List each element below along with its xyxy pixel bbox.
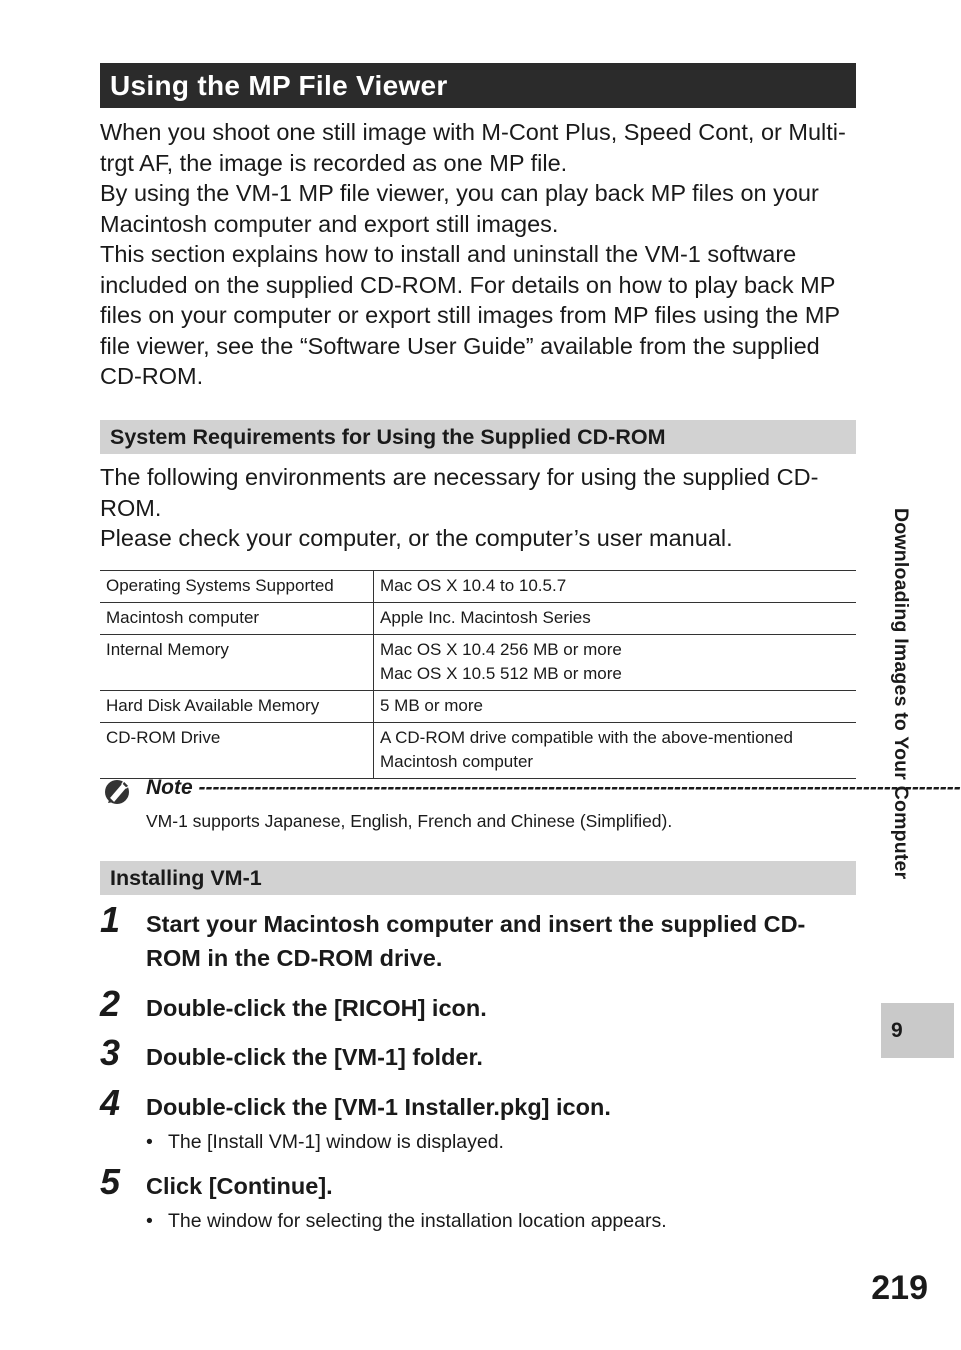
step-text: Click [Continue]. bbox=[146, 1173, 333, 1199]
step-number: 1 bbox=[100, 899, 121, 940]
requirements-heading: System Requirements for Using the Supplied CD-ROM bbox=[100, 420, 856, 454]
section-heading: Using the MP File Viewer bbox=[100, 63, 856, 108]
table-row bbox=[100, 723, 856, 779]
table-cell-value: Mac OS X 10.4 to 10.5.7 bbox=[374, 571, 857, 603]
note-label: Note bbox=[146, 776, 193, 799]
page-number: 219 bbox=[871, 1269, 928, 1307]
step-number: 5 bbox=[100, 1161, 121, 1202]
chapter-title-text: Downloading Images to Your Computer bbox=[890, 508, 912, 880]
intro-paragraph-3: This section explains how to install and uninstall the VM-1 software included on the supplied CD-ROM. For details on how to play back MP files on your computer or export still images from MP files using the MP file viewer, see the “Software User Guide” available from the supplied CD-ROM. bbox=[100, 241, 840, 389]
table-cell-label: Hard Disk Available Memory bbox=[100, 691, 374, 723]
chapter-tab: 9 bbox=[881, 1003, 954, 1058]
step-text: Double-click the [VM-1] folder. bbox=[146, 1044, 483, 1070]
table-cell-label: CD-ROM Drive bbox=[100, 723, 374, 779]
note-text: VM-1 supports Japanese, English, French and Chinese (Simplified). bbox=[146, 811, 673, 831]
step-number: 3 bbox=[100, 1032, 121, 1073]
bullet-text: The window for selecting the installation location appears. bbox=[168, 1210, 667, 1232]
table-row bbox=[100, 635, 856, 691]
requirements-text bbox=[100, 462, 860, 554]
bullet-mark: • bbox=[146, 1210, 153, 1232]
requirements-paragraph-1: The following environments are necessary for using the supplied CD-ROM. bbox=[100, 464, 819, 521]
intro-text bbox=[100, 117, 860, 392]
table-cell-label: Operating Systems Supported bbox=[100, 571, 374, 603]
table-row bbox=[100, 603, 856, 635]
step-number: 4 bbox=[100, 1082, 121, 1123]
intro-paragraph-1: When you shoot one still image with M-Cont Plus, Speed Cont, or Multi-trgt AF, the image is recorded as one MP file. bbox=[100, 119, 846, 176]
table-cell-label: Internal Memory bbox=[100, 635, 374, 691]
note-divider: ------------------------------------------------------------------------------------------------------------- bbox=[198, 776, 961, 799]
requirements-paragraph-2: Please check your computer, or the computer’s user manual. bbox=[100, 525, 733, 551]
table-row bbox=[100, 571, 856, 603]
step-text: Double-click the [VM-1 Installer.pkg] icon. bbox=[146, 1094, 611, 1120]
step-number: 2 bbox=[100, 983, 121, 1024]
table-cell-value: Apple Inc. Macintosh Series bbox=[374, 603, 857, 635]
bullet-mark: • bbox=[146, 1131, 153, 1153]
install-heading: Installing VM-1 bbox=[100, 861, 856, 895]
step-text: Start your Macintosh computer and insert the supplied CD-ROM in the CD-ROM drive. bbox=[146, 911, 806, 971]
table-cell-value: A CD-ROM drive compatible with the above-mentioned Macintosh computer bbox=[374, 723, 857, 779]
chapter-side-title bbox=[880, 508, 920, 993]
table-cell-label: Macintosh computer bbox=[100, 603, 374, 635]
pencil-note-icon bbox=[102, 776, 132, 806]
note-title bbox=[146, 774, 961, 802]
step-text: Double-click the [RICOH] icon. bbox=[146, 995, 487, 1021]
table-cell-value: 5 MB or more bbox=[374, 691, 857, 723]
table-cell-value: Mac OS X 10.4 256 MB or more Mac OS X 10.5 512 MB or more bbox=[374, 635, 857, 691]
table-row bbox=[100, 691, 856, 723]
step-bullet bbox=[146, 1129, 846, 1155]
step-bullet bbox=[146, 1208, 846, 1234]
intro-paragraph-2: By using the VM-1 MP file viewer, you can play back MP files on your Macintosh computer and export still images. bbox=[100, 180, 819, 237]
requirements-table bbox=[100, 570, 856, 779]
bullet-text: The [Install VM-1] window is displayed. bbox=[168, 1131, 504, 1153]
